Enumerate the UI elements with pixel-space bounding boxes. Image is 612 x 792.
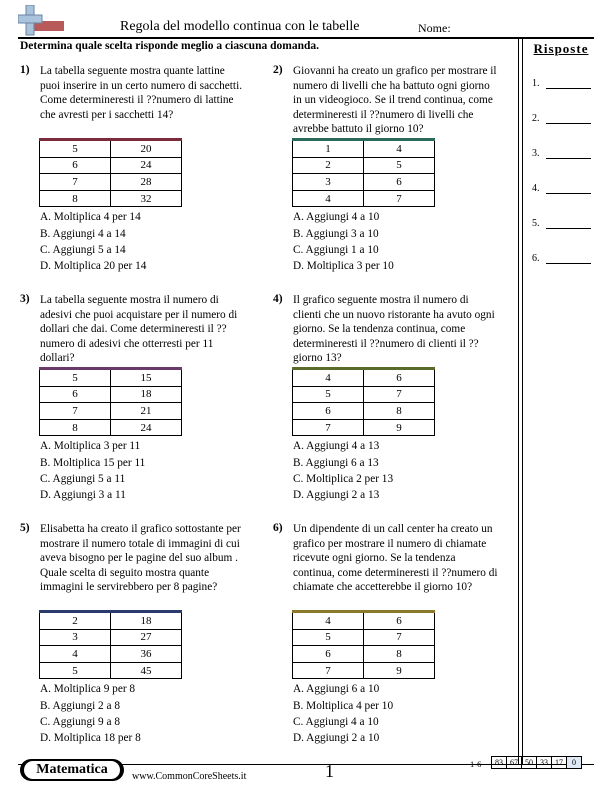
table-row	[40, 140, 182, 158]
table-cell: 6	[364, 612, 435, 630]
answer-number: 5.	[532, 218, 540, 229]
answer-choice[interactable]: B. Moltiplica 4 per 10	[293, 699, 394, 712]
answer-blank[interactable]	[546, 158, 591, 159]
table-row	[293, 403, 435, 420]
table-cell: 6	[293, 646, 364, 663]
logo	[18, 5, 68, 39]
question-text: La tabella seguente mostra il numero di adesivi che puoi acquistare per il numero di dollari che dai. Come determineresti il ??numero di adesivi che otterresti per 11 dollari?	[40, 294, 238, 365]
table-cell: 18	[111, 386, 182, 403]
score-cell: 50	[522, 757, 537, 769]
answers-heading: Risposte	[533, 41, 589, 56]
table-cell: 4	[40, 646, 111, 663]
answer-blank[interactable]	[546, 88, 591, 89]
answer-choice[interactable]: A. Moltiplica 4 per 14	[40, 211, 141, 224]
score-cell: 33	[537, 757, 552, 769]
question-number: 6)	[273, 522, 283, 534]
table-cell: 3	[293, 174, 364, 191]
answer-line-3[interactable]	[532, 148, 592, 159]
table-row	[293, 646, 435, 663]
table-cell: 7	[364, 629, 435, 646]
answer-choice[interactable]: D. Aggiungi 2 a 13	[293, 489, 380, 501]
table-row	[40, 629, 182, 646]
answer-blank[interactable]	[546, 228, 591, 229]
question-text: Elisabetta ha creato il grafico sottostante per mostrare il numero totale di immagini di cui aveva bisogno per le pagine del suo album . Quale scelta di seguito mostra quante immagini le servirebbero per 8 pagine?	[40, 523, 241, 594]
answer-number: 6.	[532, 253, 540, 264]
question-number: 4)	[273, 293, 283, 305]
header-divider	[18, 37, 594, 39]
answer-choice[interactable]: A. Aggiungi 6 a 10	[293, 683, 380, 696]
table-row	[293, 174, 435, 191]
answer-choice[interactable]: A. Moltiplica 3 per 11	[40, 440, 141, 453]
table-row	[293, 190, 435, 207]
table-row	[293, 419, 435, 436]
table-row	[40, 419, 182, 436]
answer-choice[interactable]: A. Moltiplica 9 per 8	[40, 683, 136, 696]
page-number: 1	[325, 761, 334, 781]
site-url[interactable]: www.CommonCoreSheets.it	[132, 771, 247, 782]
question-text: Giovanni ha creato un grafico per mostrare il numero di livelli che ha battuto ogni giorno in un videogioco. Se il trend continua, come determineresti il ??numero di livelli che avrebbe battuto il giorno 10?	[293, 65, 497, 136]
table-row	[293, 612, 435, 630]
answer-choice[interactable]: A. Aggiungi 4 a 10	[293, 211, 380, 224]
table-cell: 24	[111, 419, 182, 436]
table-cell: 4	[293, 612, 364, 630]
table-cell: 7	[40, 403, 111, 420]
instructions: Determina quale scelta risponde meglio a ciascuna domanda.	[20, 40, 319, 52]
answer-choice[interactable]: D. Moltiplica 20 per 14	[40, 260, 147, 272]
subject-label: Matematica	[24, 761, 120, 779]
table-cell: 8	[40, 419, 111, 436]
table-cell: 1	[293, 140, 364, 158]
data-table	[292, 610, 435, 679]
table-cell: 6	[364, 174, 435, 191]
table-cell: 8	[40, 190, 111, 207]
question-number: 3)	[20, 293, 30, 305]
table-row	[293, 629, 435, 646]
answer-column-border-inner	[522, 38, 523, 764]
answer-choice[interactable]: C. Aggiungi 4 a 10	[293, 715, 379, 728]
data-table	[292, 367, 435, 436]
table-cell: 4	[293, 369, 364, 387]
answer-choice[interactable]: C. Moltiplica 2 per 13	[293, 472, 394, 485]
table-cell: 4	[293, 190, 364, 207]
score-cell: 0	[567, 757, 582, 769]
table-cell: 5	[293, 629, 364, 646]
table-row	[40, 369, 182, 387]
data-table	[39, 610, 182, 679]
answer-choice[interactable]: C. Aggiungi 1 a 10	[293, 243, 379, 256]
answer-line-4[interactable]	[532, 183, 592, 194]
table-row	[40, 190, 182, 207]
answer-line-1[interactable]	[532, 78, 592, 89]
table-cell: 7	[364, 190, 435, 207]
answer-line-5[interactable]	[532, 218, 592, 229]
score-range-label: 1-6	[470, 759, 482, 769]
table-cell: 7	[364, 386, 435, 403]
answer-choice[interactable]: D. Moltiplica 18 per 8	[40, 732, 141, 744]
answer-choice[interactable]: C. Aggiungi 9 a 8	[40, 715, 121, 728]
answer-choice[interactable]: D. Moltiplica 3 per 10	[293, 260, 394, 272]
table-cell: 9	[364, 419, 435, 436]
question-number: 5)	[20, 522, 30, 534]
table-cell: 5	[40, 662, 111, 679]
table-row	[40, 662, 182, 679]
table-cell: 20	[111, 140, 182, 158]
score-row	[492, 757, 582, 769]
table-cell: 28	[111, 174, 182, 191]
answer-choice[interactable]: B. Aggiungi 3 a 10	[293, 227, 379, 240]
table-cell: 9	[364, 662, 435, 679]
table-row	[40, 386, 182, 403]
table-cell: 7	[40, 174, 111, 191]
question-text: La tabella seguente mostra quante lattine puoi inserire in un certo numero di sacchetti. Come determineresti il ??numero di lattine che avresti per i sacchetti 14?	[40, 65, 243, 121]
table-cell: 5	[40, 369, 111, 387]
score-cell: 17	[552, 757, 567, 769]
table-cell: 5	[293, 386, 364, 403]
question-text: Il grafico seguente mostra il numero di clienti che un nuovo ristorante ha avuto ogni giorno. Se la tendenza continua, come determineresti il ??numero di clienti il ??giorno 13?	[293, 294, 495, 365]
answer-blank[interactable]	[546, 263, 591, 264]
answer-choice[interactable]: D. Aggiungi 3 a 11	[40, 489, 126, 501]
table-cell: 45	[111, 662, 182, 679]
answer-line-2[interactable]	[532, 113, 592, 124]
answer-blank[interactable]	[546, 123, 591, 124]
table-row	[40, 174, 182, 191]
answer-choice[interactable]: B. Aggiungi 2 a 8	[40, 699, 121, 712]
score-table	[491, 756, 582, 769]
table-cell: 4	[364, 140, 435, 158]
table-cell: 27	[111, 629, 182, 646]
table-cell: 8	[364, 403, 435, 420]
table-cell: 6	[364, 369, 435, 387]
table-cell: 36	[111, 646, 182, 663]
score-cell: 83	[492, 757, 507, 769]
answer-choice[interactable]: B. Moltiplica 15 per 11	[40, 456, 146, 469]
answer-choice[interactable]: B. Aggiungi 6 a 13	[293, 456, 379, 469]
table-cell: 6	[40, 386, 111, 403]
table-cell: 8	[364, 646, 435, 663]
table-row	[293, 157, 435, 174]
table-row	[40, 612, 182, 630]
table-cell: 2	[293, 157, 364, 174]
table-cell: 6	[293, 403, 364, 420]
math-symbols-logo-icon	[18, 5, 68, 39]
answer-line-6[interactable]	[532, 253, 592, 264]
score-cell: 67	[507, 757, 522, 769]
answer-choice[interactable]: C. Aggiungi 5 a 14	[40, 243, 126, 256]
answer-number: 2.	[532, 113, 540, 124]
table-row	[40, 403, 182, 420]
worksheet-title: Regola del modello continua con le tabelle	[120, 19, 360, 34]
table-cell: 7	[293, 419, 364, 436]
data-table	[39, 138, 182, 207]
question-text: Un dipendente di un call center ha creato un grafico per mostrare il numero di chiamate ricevute ogni giorno. Se la tendenza continua, come determineresti il ??numero di chiamate che accetterebbe il giorno 10?	[293, 523, 498, 594]
table-cell: 5	[364, 157, 435, 174]
answer-number: 1.	[532, 78, 540, 89]
name-label: Nome:	[418, 21, 451, 35]
answer-choice[interactable]: C. Aggiungi 5 a 11	[40, 472, 126, 485]
data-table	[39, 367, 182, 436]
table-cell: 6	[40, 157, 111, 174]
question-number: 1)	[20, 64, 30, 76]
table-row	[293, 662, 435, 679]
answer-choice[interactable]: B. Aggiungi 4 a 14	[40, 227, 126, 240]
answer-number: 3.	[532, 148, 540, 159]
answer-choice[interactable]: A. Aggiungi 4 a 13	[293, 440, 380, 453]
answer-number: 4.	[532, 183, 540, 194]
answer-column-border-left	[518, 38, 519, 764]
table-row	[293, 386, 435, 403]
table-cell: 18	[111, 612, 182, 630]
table-cell: 5	[40, 140, 111, 158]
table-cell: 15	[111, 369, 182, 387]
data-table	[292, 138, 435, 207]
table-row	[40, 157, 182, 174]
table-cell: 7	[293, 662, 364, 679]
table-cell: 24	[111, 157, 182, 174]
table-row	[40, 646, 182, 663]
table-row	[293, 369, 435, 387]
answer-choice[interactable]: D. Aggiungi 2 a 10	[293, 732, 380, 744]
table-cell: 21	[111, 403, 182, 420]
table-cell: 32	[111, 190, 182, 207]
answer-blank[interactable]	[546, 193, 591, 194]
question-number: 2)	[273, 64, 283, 76]
table-cell: 3	[40, 629, 111, 646]
table-cell: 2	[40, 612, 111, 630]
table-row	[293, 140, 435, 158]
